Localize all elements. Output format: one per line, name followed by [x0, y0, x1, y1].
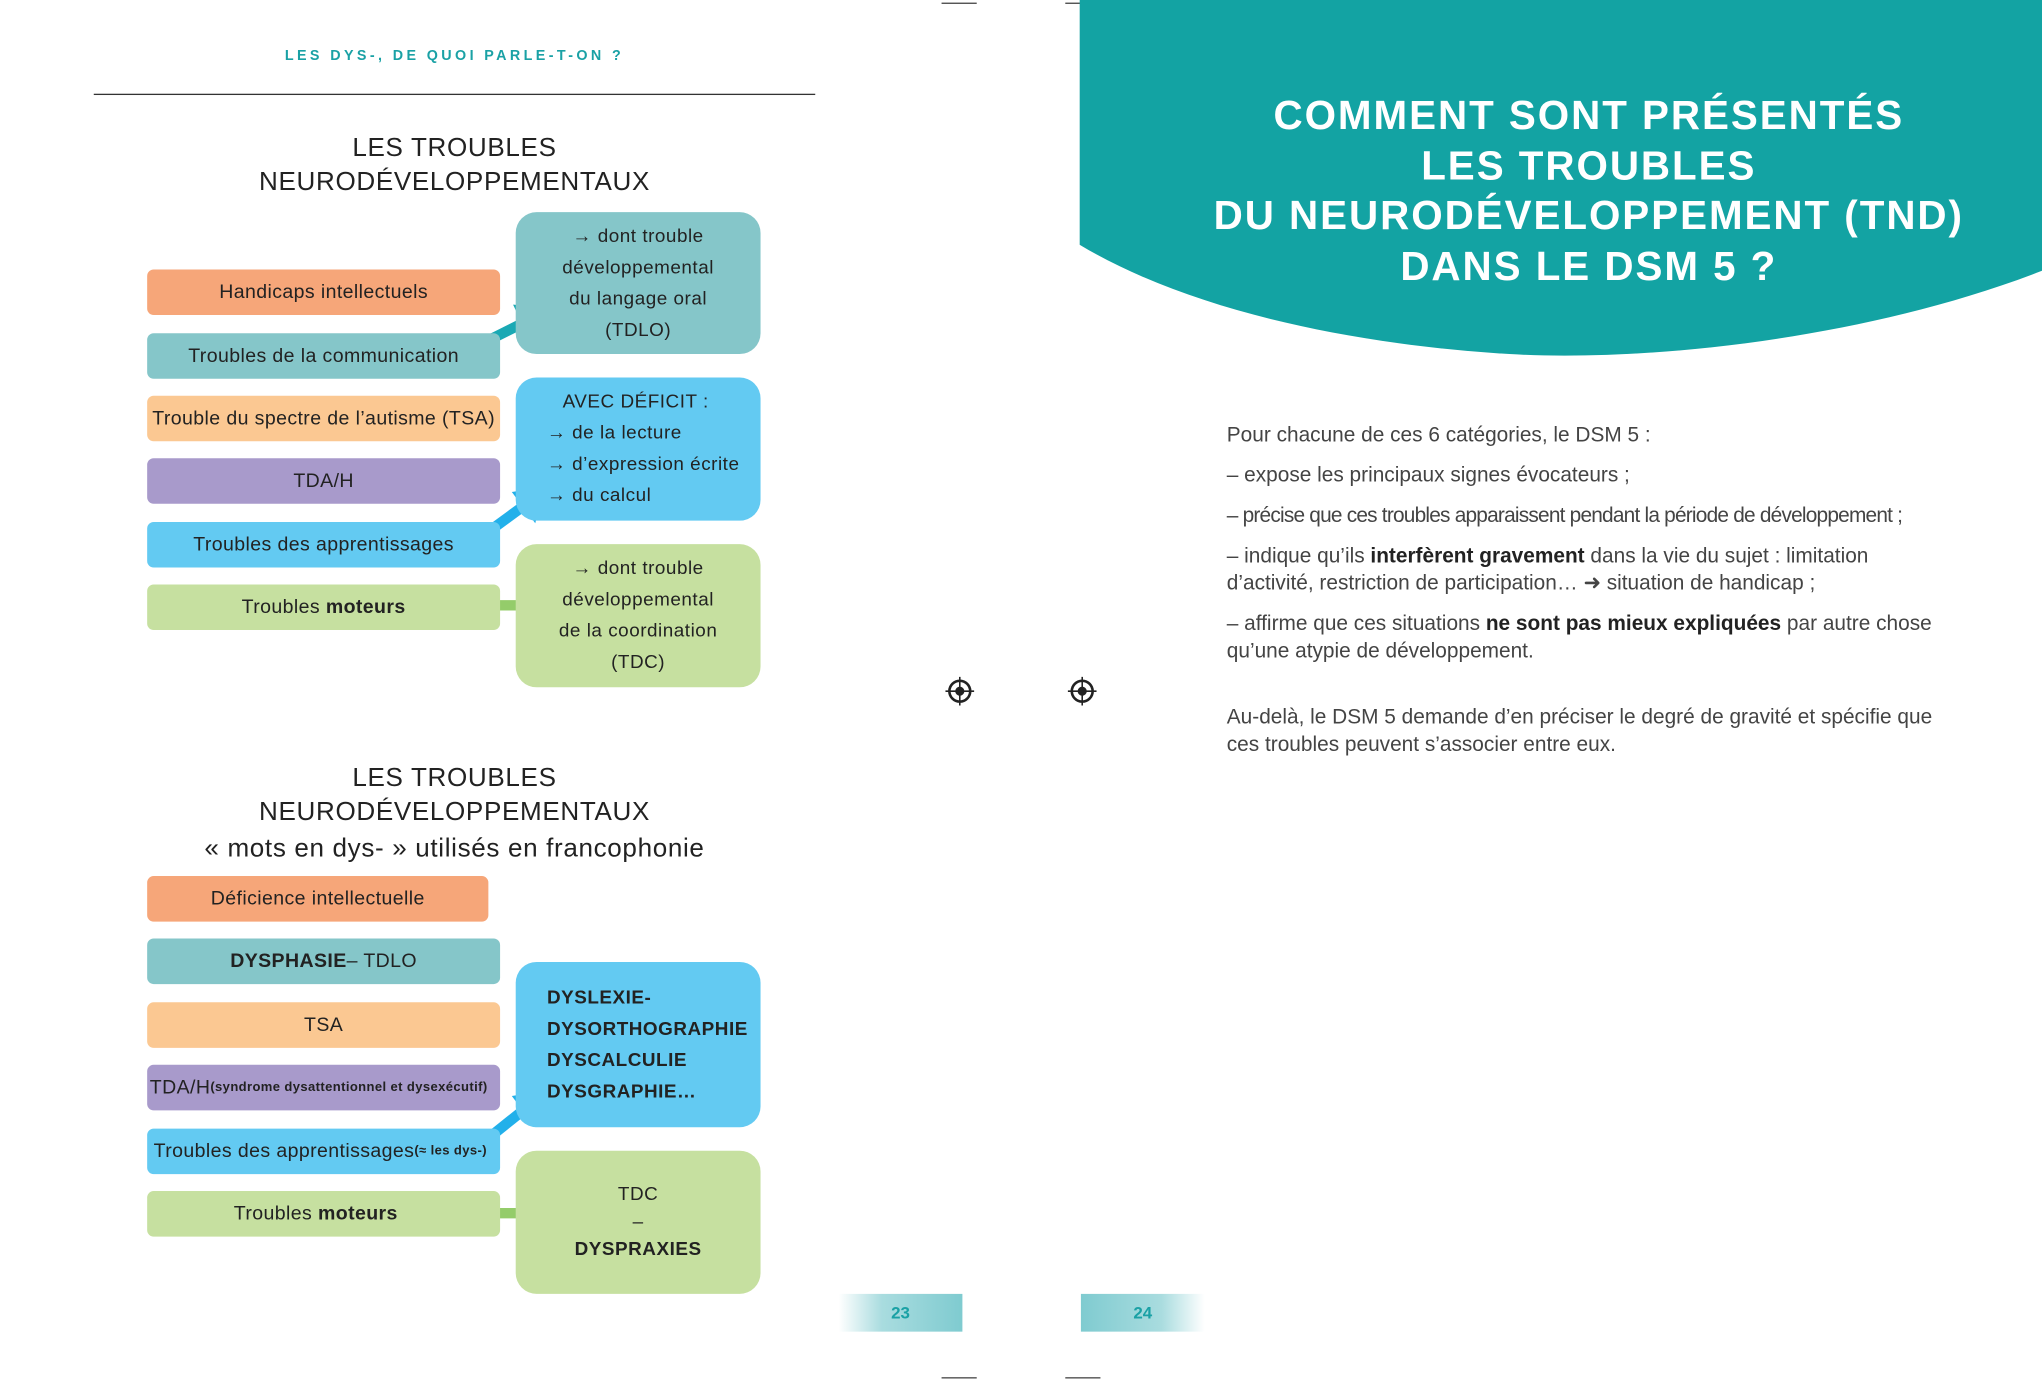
line: DYSORTHOGRAPHIE [546, 1018, 748, 1040]
line: AVEC DÉFICIT : [562, 391, 709, 413]
label-note: (syndrome dysattentionnel et dysexécutif) [210, 1080, 488, 1095]
emphasis: interfèrent gravement [1370, 545, 1585, 568]
category-autism [147, 396, 500, 442]
title-line: « mots en dys- » utilisés en francophonie [204, 834, 705, 864]
line: DYSGRAPHIE… [546, 1081, 697, 1102]
line: → de la lecture [546, 423, 682, 444]
bullet-item: – précise que ces troubles apparaissent pendant la période de développement ; [1226, 505, 1903, 528]
title-line: LES TROUBLES [1421, 142, 1757, 189]
detail-box-dys [516, 962, 761, 1127]
line: développemental [562, 257, 714, 278]
page-number: 23 [839, 1294, 963, 1332]
label: TDA/H [293, 469, 354, 493]
detail-box-tdc [516, 544, 761, 687]
category-learning [147, 1129, 500, 1175]
bullet-item [1227, 610, 1950, 665]
page-title [1172, 91, 2005, 291]
diagram2-title [130, 761, 779, 865]
title-line: LES TROUBLES [352, 764, 557, 793]
text: – affirme que ces situations [1226, 613, 1486, 636]
label-bold: moteurs [318, 1202, 398, 1225]
detail-box-dyspraxia [516, 1151, 761, 1294]
line: de la coordination [558, 620, 718, 642]
title-line: LES TROUBLES [352, 134, 557, 163]
conclusion-paragraph: Au-delà, le DSM 5 demande d’en préciser le degré de gravité et spécifie que ces troubles peuvent s’associer entre eux. [1226, 706, 1933, 757]
title-line: COMMENT SONT PRÉSENTÉS [1273, 92, 1905, 138]
label: Troubles des apprentissages [193, 533, 454, 556]
label: Trouble du spectre de l’autisme (TSA) [152, 407, 495, 430]
label: Déficience intellectuelle [210, 887, 425, 910]
bullet-item: – expose les principaux signes évocateurs ; [1226, 464, 1630, 487]
line: DYSPRAXIES [574, 1238, 702, 1260]
label: Troubles [233, 1202, 313, 1225]
label-bold: DYSPHASIE [230, 950, 347, 973]
label: – TDLO [346, 950, 418, 973]
category-tsa [147, 1002, 500, 1048]
label: TDA/H [149, 1076, 211, 1099]
title-line: DANS LE DSM 5 ? [1400, 242, 1778, 289]
bullet-item [1227, 543, 1950, 598]
line: DYSCALCULIE [546, 1049, 687, 1071]
text: – indique qu’ils [1226, 545, 1371, 568]
category-dysphasia [147, 939, 500, 985]
category-motor [147, 584, 500, 630]
line: TDC [617, 1183, 659, 1205]
category-adhd [147, 458, 500, 504]
title-line: DU NEURODÉVELOPPEMENT (TND) [1213, 192, 1964, 239]
category-learning [147, 522, 500, 568]
title-line: NEURODÉVELOPPEMENTAUX [259, 167, 650, 197]
running-head: LES DYS-, DE QUOI PARLE-T-ON ? [284, 48, 625, 64]
label: TSA [304, 1014, 344, 1037]
category-communication [147, 333, 500, 379]
line: du langage oral [569, 288, 708, 310]
line: → d’expression écrite [546, 454, 740, 476]
line: → dont trouble [572, 225, 704, 247]
label-bold: moteurs [325, 596, 406, 619]
label: Troubles de la communication [188, 344, 460, 368]
title-line: NEURODÉVELOPPEMENTAUX [259, 797, 650, 827]
detail-box-deficit [516, 377, 761, 520]
category-intellectual [147, 269, 500, 315]
label: Troubles [241, 596, 320, 619]
body-text [1227, 422, 1950, 772]
page-number: 24 [1081, 1294, 1205, 1332]
line: développemental [562, 589, 714, 611]
label: Troubles des apprentissages [153, 1140, 415, 1163]
text: dans la vie du sujet : limitation d’activité, restriction de participation… ➜ situation de handicap ; [1226, 545, 1869, 595]
intro-paragraph: Pour chacune de ces 6 catégories, le DSM 5 : [1226, 424, 1651, 447]
line: – [632, 1211, 644, 1233]
category-intellectual [147, 876, 488, 922]
line: (TDC) [611, 652, 666, 673]
category-motor [147, 1191, 500, 1237]
detail-box-tdlo [516, 212, 761, 354]
category-adhd [147, 1065, 500, 1111]
emphasis: ne sont pas mieux expliquées [1485, 613, 1782, 636]
line: DYSLEXIE- [546, 987, 652, 1009]
text: par autre chose qu’une atypie de développement. [1226, 613, 1932, 663]
line: (TDLO) [605, 319, 672, 341]
label-note: (≈ les dys-) [414, 1144, 487, 1159]
label: Handicaps intellectuels [219, 281, 429, 304]
line: → du calcul [546, 485, 652, 507]
line: → dont trouble [572, 558, 704, 580]
